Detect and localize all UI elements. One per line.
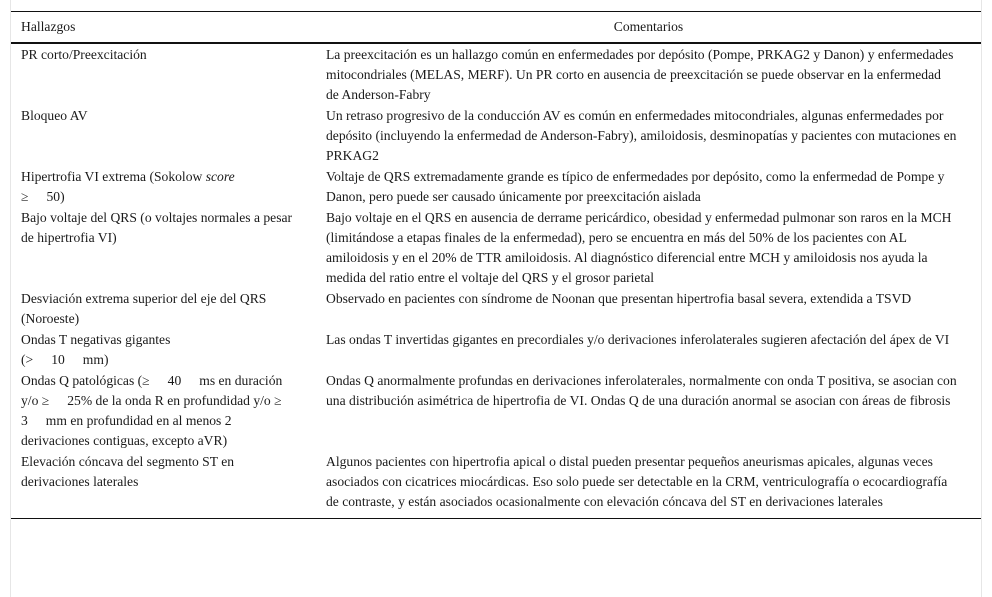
finding-text: mm en profundidad en al menos 2 derivaciones contiguas, excepto aVR) [21,413,232,448]
finding-cell [11,166,316,207]
finding-text: Ondas T negativas gigantes [21,332,171,347]
finding-cell: Elevación cóncava del segmento ST en derivaciones laterales [11,451,316,519]
table-row [11,288,981,329]
finding-text: Ondas Q patológicas (≥ [21,373,150,388]
comment-cell: Algunos pacientes con hipertrofia apical o distal pueden presentar pequeños aneurismas apicales, algunas veces asociados con cicatrices miocárdicas. Eso solo puede ser detectable en la CRM, ventriculografía o ecocardiografía de contraste, y están asociados ocasionalmente con elevación cóncava del ST en derivaciones laterales [316,451,981,519]
ecg-findings-table [11,11,981,519]
finding-cell [11,370,316,451]
table-body [11,43,981,519]
finding-text: 50) [46,189,65,204]
table-row [11,329,981,370]
table-row [11,166,981,207]
comment-cell: Las ondas T invertidas gigantes en precordiales y/o derivaciones inferolaterales sugieren afectación del ápex de VI [326,332,950,347]
finding-value: 40 [167,373,182,388]
comment-cell: Voltaje de QRS extremadamente grande es típico de enfermedades por depósito, como la enfermedad de Pompe y Danon, pero puede ser causado únicamente por preexcitación aislada [326,169,945,204]
table-row [11,43,981,105]
finding-value: 3 [21,413,28,428]
comment-cell: Un retraso progresivo de la conducción AV es común en enfermedades mitocondriales, algunas enfermedades por depósito (incluyendo la enfermedad de Anderson-Fabry), amiloidosis, desminopatías y pacientes con mutaciones en PRKAG2 [326,108,957,163]
finding-symbol: ≥ [21,189,29,204]
finding-value: 10 [51,352,65,367]
table-header [11,12,981,44]
header-comments: Comentarios [316,12,981,44]
finding-text: mm) [82,352,109,367]
header-row [11,12,981,44]
comment-cell: La preexcitación es un hallazgo común en enfermedades por depósito (Pompe, PRKAG2 y Danon) y enfermedades mitocondriales (MELAS, MERF). Un PR corto en ausencia de preexcitación se puede observar en la enfermedad de Anderson-Fabry [326,47,954,102]
finding-cell: Bajo voltaje del QRS (o voltajes normales a pesar de hipertrofia VI) [21,210,293,245]
finding-text: 25% de la onda R en profundidad y/o ≥ [67,393,282,408]
table-row [11,105,981,166]
table-row [11,451,981,519]
finding-cell: Bloqueo AV [21,108,88,123]
comment-cell: Bajo voltaje en el QRS en ausencia de derrame pericárdico, obesidad y enfermedad pulmonar son raros en la MCH (limitándose a etapas finales de la enfermedad), pero se encuentra en más del 50% de los pacientes con AL amiloidosis y en el 20% de TTR amiloidosis. Al diagnóstico diferencial entre MCH y amiloidosis nos ayuda la medida del ratio entre el voltaje del QRS y el grosor parietal [326,210,952,285]
comment-cell: Ondas Q anormalmente profundas en derivaciones inferolaterales, normalmente con onda T positiva, se asocian con una distribución asimétrica de hipertrofia de VI. Ondas Q de una duración anormal se asocian con áreas de fibrosis [326,373,957,408]
finding-italic-text: score [205,169,235,184]
finding-text: Hipertrofia VI extrema (Sokolow [21,169,206,184]
finding-cell [11,329,316,370]
finding-text: (> [21,352,34,367]
header-findings: Hallazgos [11,12,316,44]
comment-cell: Observado en pacientes con síndrome de Noonan que presentan hipertrofia basal severa, extendida a TSVD [326,291,912,306]
table-row [11,370,981,451]
finding-cell: PR corto/Preexcitación [21,47,147,62]
finding-cell: Desviación extrema superior del eje del QRS (Noroeste) [21,291,267,326]
finding-text: ms en duración y/o ≥ [21,373,283,408]
table-row [11,207,981,288]
